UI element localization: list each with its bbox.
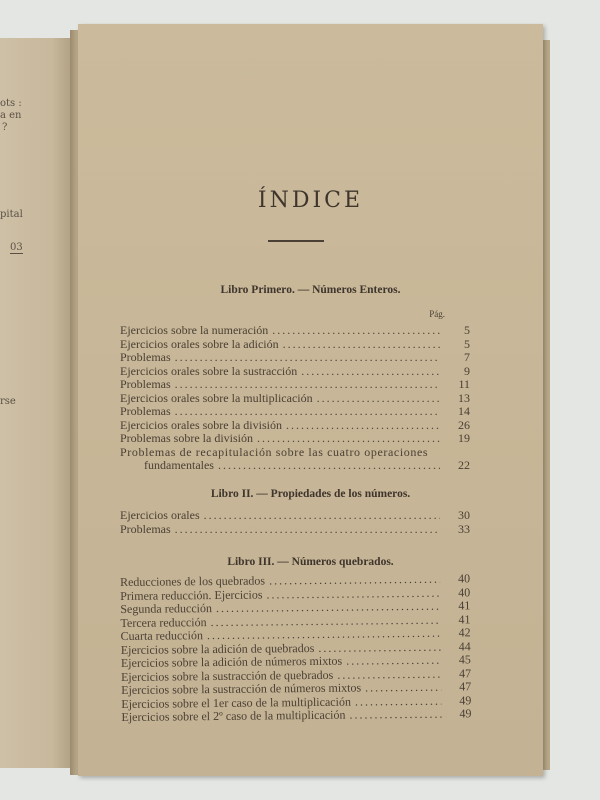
entry-title: Tercera reducción (120, 614, 207, 630)
toc-entry (120, 405, 470, 419)
dot-leader (337, 667, 441, 682)
section-list (120, 324, 470, 473)
entry-title-line2: fundamentales (144, 458, 214, 472)
toc-entry (121, 707, 471, 724)
toc-entry (120, 378, 470, 392)
dot-leader (175, 378, 440, 392)
left-page-fragment: rse (0, 396, 16, 407)
left-page-fragment: ? (2, 122, 8, 133)
dot-leader (175, 405, 440, 419)
entry-page: 5 (464, 336, 470, 351)
entry-page: 40 (457, 571, 471, 586)
entry-title: Ejercicios sobre el 2º caso de la multiplicación (121, 707, 346, 724)
pag-label: Pág. (429, 309, 445, 319)
dot-leader (349, 708, 441, 722)
dot-leader (318, 640, 441, 655)
entry-title: Ejercicios sobre la sustracción de números mixtos (121, 680, 362, 697)
entry-title: Problemas (120, 521, 171, 536)
entry-page: 30 (458, 508, 470, 522)
dot-leader (286, 419, 440, 433)
dot-leader (272, 324, 440, 338)
left-page-fragment: 03 (10, 242, 23, 253)
entry-page: 19 (458, 431, 470, 445)
entry-title: Ejercicios sobre la adición de números mixtos (120, 653, 343, 670)
dot-leader (257, 432, 440, 446)
entry-page: 44 (458, 638, 471, 653)
dot-leader (301, 365, 440, 379)
entry-title: Ejercicios sobre la numeración (120, 323, 269, 337)
toc-entry (120, 324, 470, 338)
left-page (0, 38, 78, 768)
entry-page: 13 (458, 390, 470, 405)
entry-page: 47 (459, 679, 472, 694)
entry-title: Ejercicios orales sobre la multiplicación (120, 390, 313, 405)
entry-page: 40 (458, 584, 471, 599)
entry-title: Ejercicios sobre el 1er caso de la multiplicación (121, 694, 351, 711)
entry-page: 41 (458, 598, 471, 613)
section-heading: Libro II. — Propiedades de los números. (210, 488, 411, 500)
entry-page: 14 (458, 404, 470, 418)
toc-entry (120, 523, 470, 537)
entry-title-line1: Problemas de recapitulación sobre las cuatro operaciones (120, 444, 429, 459)
entry-title: Problemas (120, 377, 171, 391)
section-list (120, 572, 472, 724)
dot-leader (365, 681, 441, 695)
toc-entry (120, 509, 470, 523)
entry-title: Segunda reducción (120, 601, 213, 616)
toc-entry (120, 365, 470, 379)
entry-page: 5 (464, 323, 470, 337)
entry-page: 9 (464, 363, 470, 378)
dot-leader (346, 654, 441, 668)
entry-title: Primera reducción. Ejercicios (120, 587, 263, 603)
entry-page: 47 (458, 665, 472, 680)
entry-page: 26 (458, 417, 470, 432)
dot-leader (218, 459, 440, 473)
section-heading: Libro Primero. — Números Enteros. (220, 284, 401, 296)
dot-leader (175, 523, 440, 537)
toc-entry (120, 351, 470, 365)
entry-page: 7 (464, 350, 470, 364)
entry-title: Reducciones de los quebrados (119, 573, 266, 589)
section-list (120, 509, 470, 536)
entry-page: 45 (458, 652, 471, 667)
entry-page: 33 (458, 521, 470, 536)
left-page-fragment: pital (0, 209, 23, 220)
entry-page: 49 (459, 692, 472, 707)
toc-entry (120, 338, 470, 352)
entry-title: Ejercicios orales sobre la división (120, 417, 282, 432)
section-heading: Libro III. — Números quebrados. (227, 556, 394, 568)
entry-title: Problemas (120, 350, 171, 364)
entry-title: Problemas sobre la división (120, 431, 253, 445)
entry-title: Ejercicios sobre la adición de quebrados (120, 640, 315, 657)
entry-page: 42 (458, 625, 471, 640)
left-page-fragment: a en (0, 110, 22, 121)
entry-title-line2-row (120, 459, 470, 473)
dot-leader (283, 338, 440, 352)
dot-leader (204, 509, 440, 523)
entry-page: 22 (458, 458, 470, 472)
index-page (78, 24, 543, 776)
toc-entry (120, 446, 470, 473)
entry-page: 11 (458, 377, 470, 391)
entry-title: Ejercicios sobre la sustracción de quebrados (120, 667, 334, 684)
entry-title: Ejercicios orales sobre la sustracción (120, 363, 298, 378)
title-rule (268, 240, 324, 242)
entry-title: Ejercicios orales sobre la adición (120, 336, 279, 351)
dot-leader (175, 351, 440, 365)
entry-title: Cuarta reducción (120, 628, 203, 643)
entry-title: Ejercicios orales (120, 508, 200, 522)
entry-title: Problemas (120, 404, 171, 418)
page-title: ÍNDICE (257, 188, 364, 213)
entry-page: 49 (459, 706, 472, 721)
left-page-fragment: ots : (0, 98, 22, 109)
toc-entry (120, 432, 470, 446)
dot-leader (317, 392, 440, 406)
toc-entry (120, 392, 470, 406)
dot-leader (355, 694, 442, 708)
toc-entry (120, 419, 470, 433)
entry-page: 41 (458, 611, 471, 626)
